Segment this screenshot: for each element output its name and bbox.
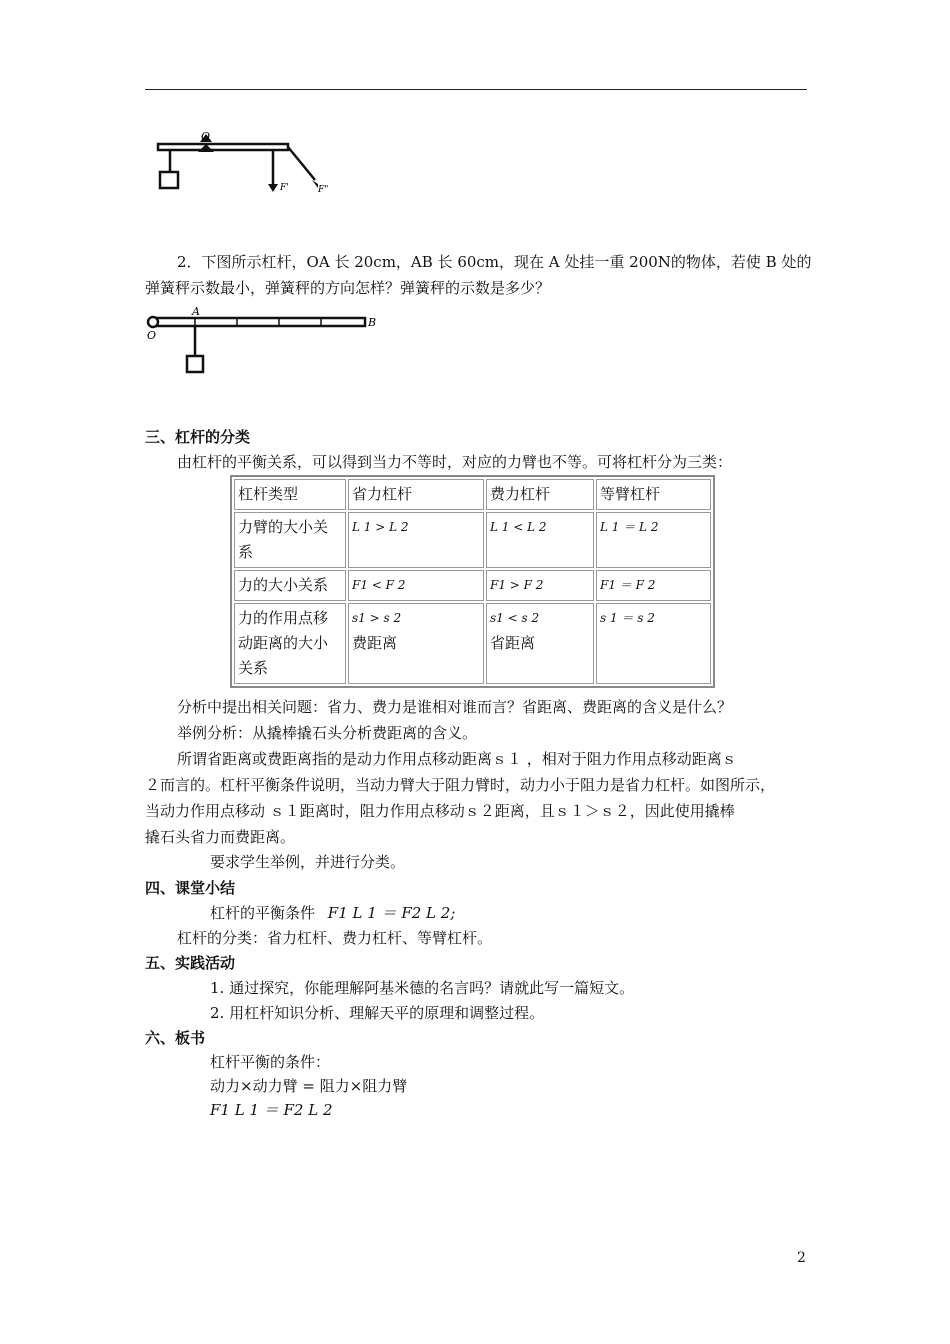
table-header-cell: 费力杠杆 (486, 479, 594, 510)
table-cell: F1 < F 2 (348, 570, 484, 601)
table-cell: 力臂的大小关系 (234, 512, 346, 568)
lever-classification-table (230, 475, 715, 688)
fig1-label-o: O (201, 130, 211, 143)
table-row (234, 512, 711, 568)
section6-line3: F1 L 1 ＝ F2 L 2 (210, 1101, 333, 1119)
section3-p1: 分析中提出相关问题：省力、费力是谁相对谁而言？省距离、费距离的含义是什么？ (177, 698, 733, 716)
table-cell: 力的大小关系 (234, 570, 346, 601)
section3-p2: 举例分析：从撬棒撬石头分析费距离的含义。 (177, 724, 478, 742)
section5-heading: 五、实践活动 (145, 954, 236, 972)
table-cell: L 1 > L 2 (348, 512, 484, 568)
section3-p3-line3: 当动力作用点移动 ｓ１距离时，阻力作用点移动ｓ２距离，且ｓ１＞ｓ２，因此使用撬棒 (145, 802, 735, 820)
table-cell: 力的作用点移动距离的大小关系 (234, 603, 346, 684)
fig2-label-b: B (368, 316, 377, 329)
table-cell (486, 603, 594, 684)
section3-heading: 三、杠杆的分类 (145, 428, 251, 446)
fig1-label-f2: F" (318, 185, 329, 195)
section3-p4: 要求学生举例，并进行分类。 (210, 853, 406, 871)
row3-c3a: s 1 ＝ s 2 (600, 611, 655, 625)
lever-figure-2 (145, 306, 385, 392)
section4-line1 (210, 900, 872, 926)
table-header-row (234, 479, 711, 510)
row3-c1a: s1 > s 2 (352, 611, 402, 625)
table-header-cell: 杠杆类型 (234, 479, 346, 510)
section4-heading: 四、课堂小结 (145, 879, 236, 897)
section4-line1-formula: F1 L 1 ＝ F2 L 2; (327, 904, 456, 922)
table-cell: F1 > F 2 (486, 570, 594, 601)
fig2-label-o: O (147, 329, 157, 342)
row3-c2a: s1 < s 2 (490, 611, 540, 625)
row3-c1b: 费距离 (352, 634, 398, 652)
fig1-label-f1: F' (280, 183, 289, 193)
problem2-line2: 弹簧秤示数最小，弹簧秤的方向怎样？弹簧秤的示数是多少？ (145, 279, 551, 297)
section4-line2: 杠杆的分类：省力杠杆、费力杠杆、等臂杠杆。 (177, 929, 493, 947)
header-rule (145, 89, 807, 90)
problem2-line1: 2．下图所示杠杆，OA 长 20cm，AB 长 60cm，现在 A 处挂一重 200N的物体，若使 B 处的 (177, 253, 812, 271)
section6-line2: 动力×动力臂 = 阻力×阻力臂 (210, 1077, 408, 1095)
section3-p3-line2: ２而言的。杠杆平衡条件说明，当动力臂大于阻力臂时，动力小于阻力是省力杠杆。如图所示， (145, 776, 776, 794)
section3-intro: 由杠杆的平衡关系，可以得到当力不等时，对应的力臂也不等。可将杠杆分为三类： (177, 453, 733, 471)
section4-line1-text: 杠杆的平衡条件 (210, 904, 316, 922)
table-header-cell: 省力杠杆 (348, 479, 484, 510)
lever-figure-1 (150, 128, 350, 218)
page-number: 2 (797, 1250, 806, 1266)
table-row (234, 603, 711, 684)
row3-c2b: 省距离 (490, 634, 536, 652)
section3-p3-line4: 撬石头省力而费距离。 (145, 828, 296, 846)
section5-item2: 2. 用杠杆知识分析、理解天平的原理和调整过程。 (210, 1004, 545, 1022)
table-cell (348, 603, 484, 684)
section3-p3-line1: 所谓省距离或费距离指的是动力作用点移动距离ｓ１ ，相对于阻力作用点移动距离ｓ (177, 750, 737, 768)
section6-line1: 杠杆平衡的条件： (210, 1053, 331, 1071)
table-cell: L 1 ＝ L 2 (596, 512, 711, 568)
table-cell: L 1 < L 2 (486, 512, 594, 568)
section5-item1: 1. 通过探究，你能理解阿基米德的名言吗？请就此写一篇短文。 (210, 979, 635, 997)
table-header-cell: 等臂杠杆 (596, 479, 711, 510)
table-cell: F1 ＝ F 2 (596, 570, 711, 601)
table-cell (596, 603, 711, 684)
table-row (234, 570, 711, 601)
section6-heading: 六、板书 (145, 1029, 206, 1047)
fig2-label-a: A (192, 306, 200, 318)
